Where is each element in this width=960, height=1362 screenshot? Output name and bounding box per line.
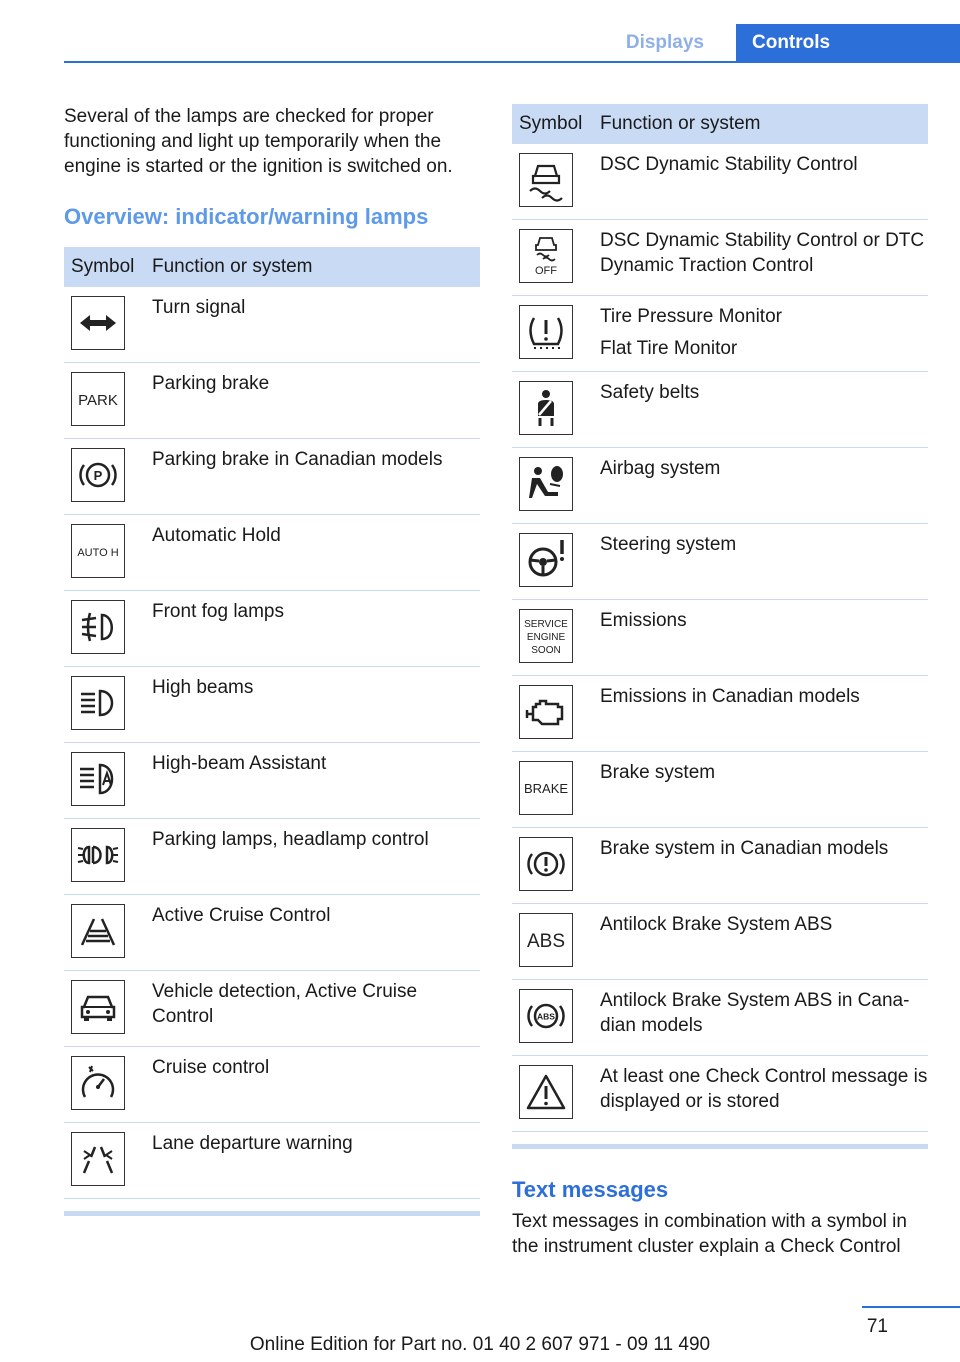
brake-circle-icon [519, 837, 573, 891]
table-end-bar [512, 1144, 928, 1149]
brake-icon-label: BRAKE [524, 781, 568, 796]
tire-pressure-icon [519, 305, 573, 359]
table-end-bar [64, 1211, 480, 1216]
dsc-icon [519, 153, 573, 207]
park-icon-label: PARK [78, 392, 118, 409]
brake-text-icon [519, 761, 573, 815]
row-label: DSC Dynamic Stability Control [600, 154, 858, 175]
high-beam-icon [71, 676, 125, 730]
column-header-function: Function or system [600, 113, 761, 134]
row-label: Cruise control [152, 1057, 270, 1078]
table-row [512, 980, 928, 1056]
engine-label: ENGINE [526, 632, 566, 643]
table-row [64, 895, 480, 971]
table-row [64, 363, 480, 439]
row-label: Steering system [600, 534, 737, 555]
table-row [64, 819, 480, 895]
edition-footer: Online Edition for Part no. 01 40 2 607 971 - 09 11 490 [249, 1334, 711, 1355]
table-row [64, 743, 480, 819]
vehicle-detection-icon [71, 980, 125, 1034]
row-label: High beams [152, 677, 254, 698]
row-label: Parking lamps, headlamp control [152, 829, 429, 850]
row-label: Antilock Brake System ABS in Cana-dian models [600, 990, 910, 1036]
section-heading: Overview: indicator/warning lamps [64, 204, 429, 229]
table-row [512, 752, 928, 828]
row-label: Active Cruise Control [152, 905, 331, 926]
parking-brake-circle-icon [71, 448, 125, 502]
row-label: Parking brake in Canadian models [152, 449, 443, 470]
table-row [64, 515, 480, 591]
lane-departure-icon [71, 1132, 125, 1186]
column-header-function: Function or system [152, 256, 313, 277]
table-row [512, 828, 928, 904]
table-row [512, 1056, 928, 1132]
table-row [512, 296, 928, 372]
table-row [64, 1123, 480, 1199]
tab-controls[interactable]: Controls [736, 24, 960, 61]
column-header-symbol: Symbol [519, 113, 583, 134]
row-label: Parking brake [152, 373, 270, 394]
park-icon [71, 372, 125, 426]
dsc-off-icon [519, 229, 573, 283]
table-row [512, 220, 928, 296]
table-row [512, 144, 928, 220]
tab-displays[interactable]: Displays [625, 32, 704, 53]
service-label: SERVICE [524, 619, 568, 630]
table-header [512, 104, 928, 144]
row-label: Automatic Hold [152, 525, 281, 546]
abs-circle-icon [519, 989, 573, 1043]
row-label-line-2: Flat Tire Monitor [600, 338, 738, 359]
row-label: Turn signal [152, 297, 246, 318]
abs-text-icon [519, 913, 573, 967]
seat-belt-icon [519, 381, 573, 435]
row-label-line-1: Tire Pressure Monitor [600, 306, 782, 327]
row-label: Front fog lamps [152, 601, 284, 622]
row-label: Antilock Brake System ABS [600, 914, 833, 935]
table-row [512, 448, 928, 524]
row-label: DSC Dynamic Stability Control or DTC Dynamic Traction Control [600, 230, 925, 276]
auto-hold-icon-label: AUTO H [77, 547, 119, 559]
cruise-control-icon [71, 1056, 125, 1110]
row-label: Vehicle detection, Active Cruise Control [152, 981, 418, 1027]
table-row [64, 1047, 480, 1123]
table-row [512, 600, 928, 676]
row-label: Airbag system [600, 458, 721, 479]
parking-lamps-icon [71, 828, 125, 882]
active-cruise-icon [71, 904, 125, 958]
table-row [512, 372, 928, 448]
text-messages-body: Text messages in combination with a symbol in the instrument cluster explain a Check Control [512, 1211, 907, 1257]
table-row [64, 591, 480, 667]
table-row [512, 676, 928, 752]
table-row [512, 904, 928, 980]
steering-icon [519, 533, 573, 587]
row-label: Brake system in Canadian models [600, 838, 889, 859]
soon-label: SOON [531, 645, 561, 656]
right-column [512, 104, 928, 1259]
abs-icon-label: ABS [526, 931, 566, 952]
turn-signal-icon [71, 296, 125, 350]
intro-paragraph: Several of the lamps are checked for proper functioning and light up temporarily when the engine is started or the ignition is switched on. [64, 106, 453, 177]
p-icon-label: P [93, 468, 103, 483]
airbag-icon [519, 457, 573, 511]
row-label: Emissions [600, 610, 687, 631]
row-label: Safety belts [600, 382, 700, 403]
warning-triangle-icon [519, 1065, 573, 1119]
table-row [512, 524, 928, 600]
row-label: Lane departure warning [152, 1133, 353, 1154]
row-label: At least one Check Control message is displayed or is stored [600, 1066, 928, 1112]
row-label: Brake system [600, 762, 716, 783]
table-row [64, 971, 480, 1047]
table-row [64, 667, 480, 743]
off-icon-label: OFF [535, 265, 557, 277]
page-number: 71 [866, 1316, 888, 1337]
left-column [64, 104, 480, 1216]
footer-accent-line [862, 1306, 960, 1308]
high-beam-assistant-icon [71, 752, 125, 806]
engine-icon [519, 685, 573, 739]
table-row [64, 439, 480, 515]
text-messages-heading: Text messages [512, 1177, 669, 1202]
table-header [64, 247, 480, 287]
service-engine-icon [519, 609, 573, 663]
row-label: Emissions in Canadian models [600, 686, 860, 707]
row-label [600, 296, 782, 371]
auto-hold-icon [71, 524, 125, 578]
abs-circle-label: ABS [537, 1011, 555, 1022]
column-header-symbol: Symbol [71, 256, 135, 277]
row-label: High-beam Assistant [152, 753, 327, 774]
table-row [64, 287, 480, 363]
front-fog-icon [71, 600, 125, 654]
page-header [64, 24, 960, 63]
